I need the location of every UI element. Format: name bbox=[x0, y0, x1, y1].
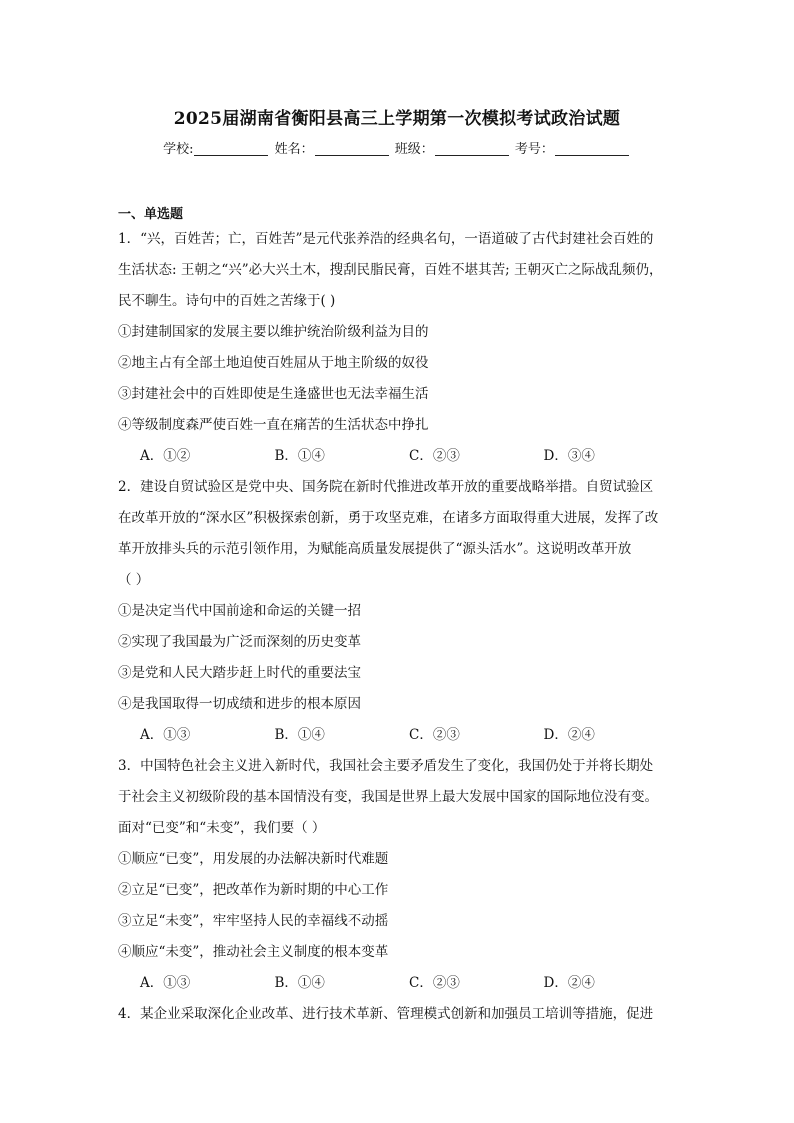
section-heading: 一、单选题 bbox=[118, 207, 184, 222]
question-list bbox=[118, 224, 678, 1030]
option-a[interactable]: A．①③ bbox=[140, 727, 191, 743]
option-b[interactable]: B．①④ bbox=[274, 448, 325, 464]
statement: ②实现了我国最为广泛而深刻的历史变革 bbox=[118, 634, 361, 650]
option-b[interactable]: B．①④ bbox=[274, 727, 325, 743]
name-blank[interactable] bbox=[315, 141, 389, 156]
school-label: 学校: bbox=[163, 142, 194, 157]
question-stem-line: 4．某企业采取深化企业改革、进行技术革新、管理模式创新和加强员工培训等措施，促进 bbox=[118, 1006, 654, 1022]
statement: ①封建制国家的发展主要以维护统治阶级利益为目的 bbox=[118, 324, 429, 340]
statement: ④是我国取得一切成绩和进步的根本原因 bbox=[118, 696, 361, 712]
school-blank[interactable] bbox=[194, 141, 268, 156]
question-stem-line: 1．“兴，百姓苦；亡，百姓苦”是元代张养浩的经典名句，一语道破了古代封建社会百姓的 bbox=[118, 231, 654, 247]
statement: ①是决定当代中国前途和命运的关键一招 bbox=[118, 603, 361, 619]
option-a[interactable]: A．①② bbox=[140, 448, 191, 464]
option-d[interactable]: D．②④ bbox=[543, 727, 595, 743]
statement: ③封建社会中的百姓即使是生逢盛世也无法幸福生活 bbox=[118, 386, 429, 402]
statement: ②地主占有全部土地迫使百姓屈从于地主阶级的奴役 bbox=[118, 355, 429, 371]
exam-number-label: 考号： bbox=[514, 142, 554, 157]
question-1 bbox=[118, 224, 678, 472]
question-2 bbox=[118, 472, 678, 751]
question-stem-line: （ ） bbox=[118, 572, 150, 588]
answer-options bbox=[118, 968, 678, 999]
student-info-row bbox=[0, 138, 794, 157]
statement: ②立足“已变”，把改革作为新时期的中心工作 bbox=[118, 882, 389, 898]
question-stem-line: 于社会主义初级阶段的基本国情没有变，我国是世界上最大发展中国家的国际地位没有变。 bbox=[118, 789, 658, 805]
question-stem-line: 在改革开放的“深水区”积极探索创新，勇于攻坚克难，在诸多方面取得重大进展，发挥了改 bbox=[118, 510, 659, 526]
option-c[interactable]: C．②③ bbox=[409, 448, 460, 464]
statement: ④顺应“未变”，推动社会主义制度的根本变革 bbox=[118, 944, 389, 960]
option-b[interactable]: B．①④ bbox=[274, 975, 325, 991]
option-d[interactable]: D．②④ bbox=[543, 975, 595, 991]
question-stem-line: 革开放排头兵的示范引领作用，为赋能高质量发展提供了“源头活水”。这说明改革开放 bbox=[118, 541, 632, 557]
question-stem-line: 面对“已变”和“未变”，我们要（ ） bbox=[118, 820, 326, 836]
statement: ③立足“未变”，牢牢坚持人民的幸福线不动摇 bbox=[118, 913, 389, 929]
option-c[interactable]: C．②③ bbox=[409, 727, 460, 743]
question-stem-line: 生活状态: 王朝之“兴”必大兴土木，搜刮民脂民膏，百姓不堪其苦; 王朝灭亡之际战乱频仍， bbox=[118, 262, 663, 278]
answer-options bbox=[118, 720, 678, 751]
question-4 bbox=[118, 999, 678, 1030]
statement: ③是党和人民大踏步赶上时代的重要法宝 bbox=[118, 665, 361, 681]
answer-options bbox=[118, 441, 678, 472]
option-d[interactable]: D．③④ bbox=[543, 448, 595, 464]
question-stem-line: 民不聊生。诗句中的百姓之苦缘于( ) bbox=[118, 293, 336, 309]
statement: ④等级制度森严使百姓一直在痛苦的生活状态中挣扎 bbox=[118, 417, 429, 433]
class-blank[interactable] bbox=[435, 141, 509, 156]
option-a[interactable]: A．①③ bbox=[140, 975, 191, 991]
exam-number-blank[interactable] bbox=[555, 141, 629, 156]
question-3 bbox=[118, 751, 678, 999]
exam-title: 2025届湖南省衡阳县高三上学期第一次模拟考试政治试题 bbox=[173, 109, 621, 129]
option-c[interactable]: C．②③ bbox=[409, 975, 460, 991]
name-label: 姓名： bbox=[274, 142, 314, 157]
question-stem-line: 2．建设自贸试验区是党中央、国务院在新时代推进改革开放的重要战略举措。自贸试验区 bbox=[118, 479, 654, 495]
statement: ①顺应“已变”，用发展的办法解决新时代难题 bbox=[118, 851, 389, 867]
question-stem-line: 3．中国特色社会主义进入新时代，我国社会主要矛盾发生了变化，我国仍处于并将长期处 bbox=[118, 758, 654, 774]
class-label: 班级： bbox=[394, 142, 434, 157]
